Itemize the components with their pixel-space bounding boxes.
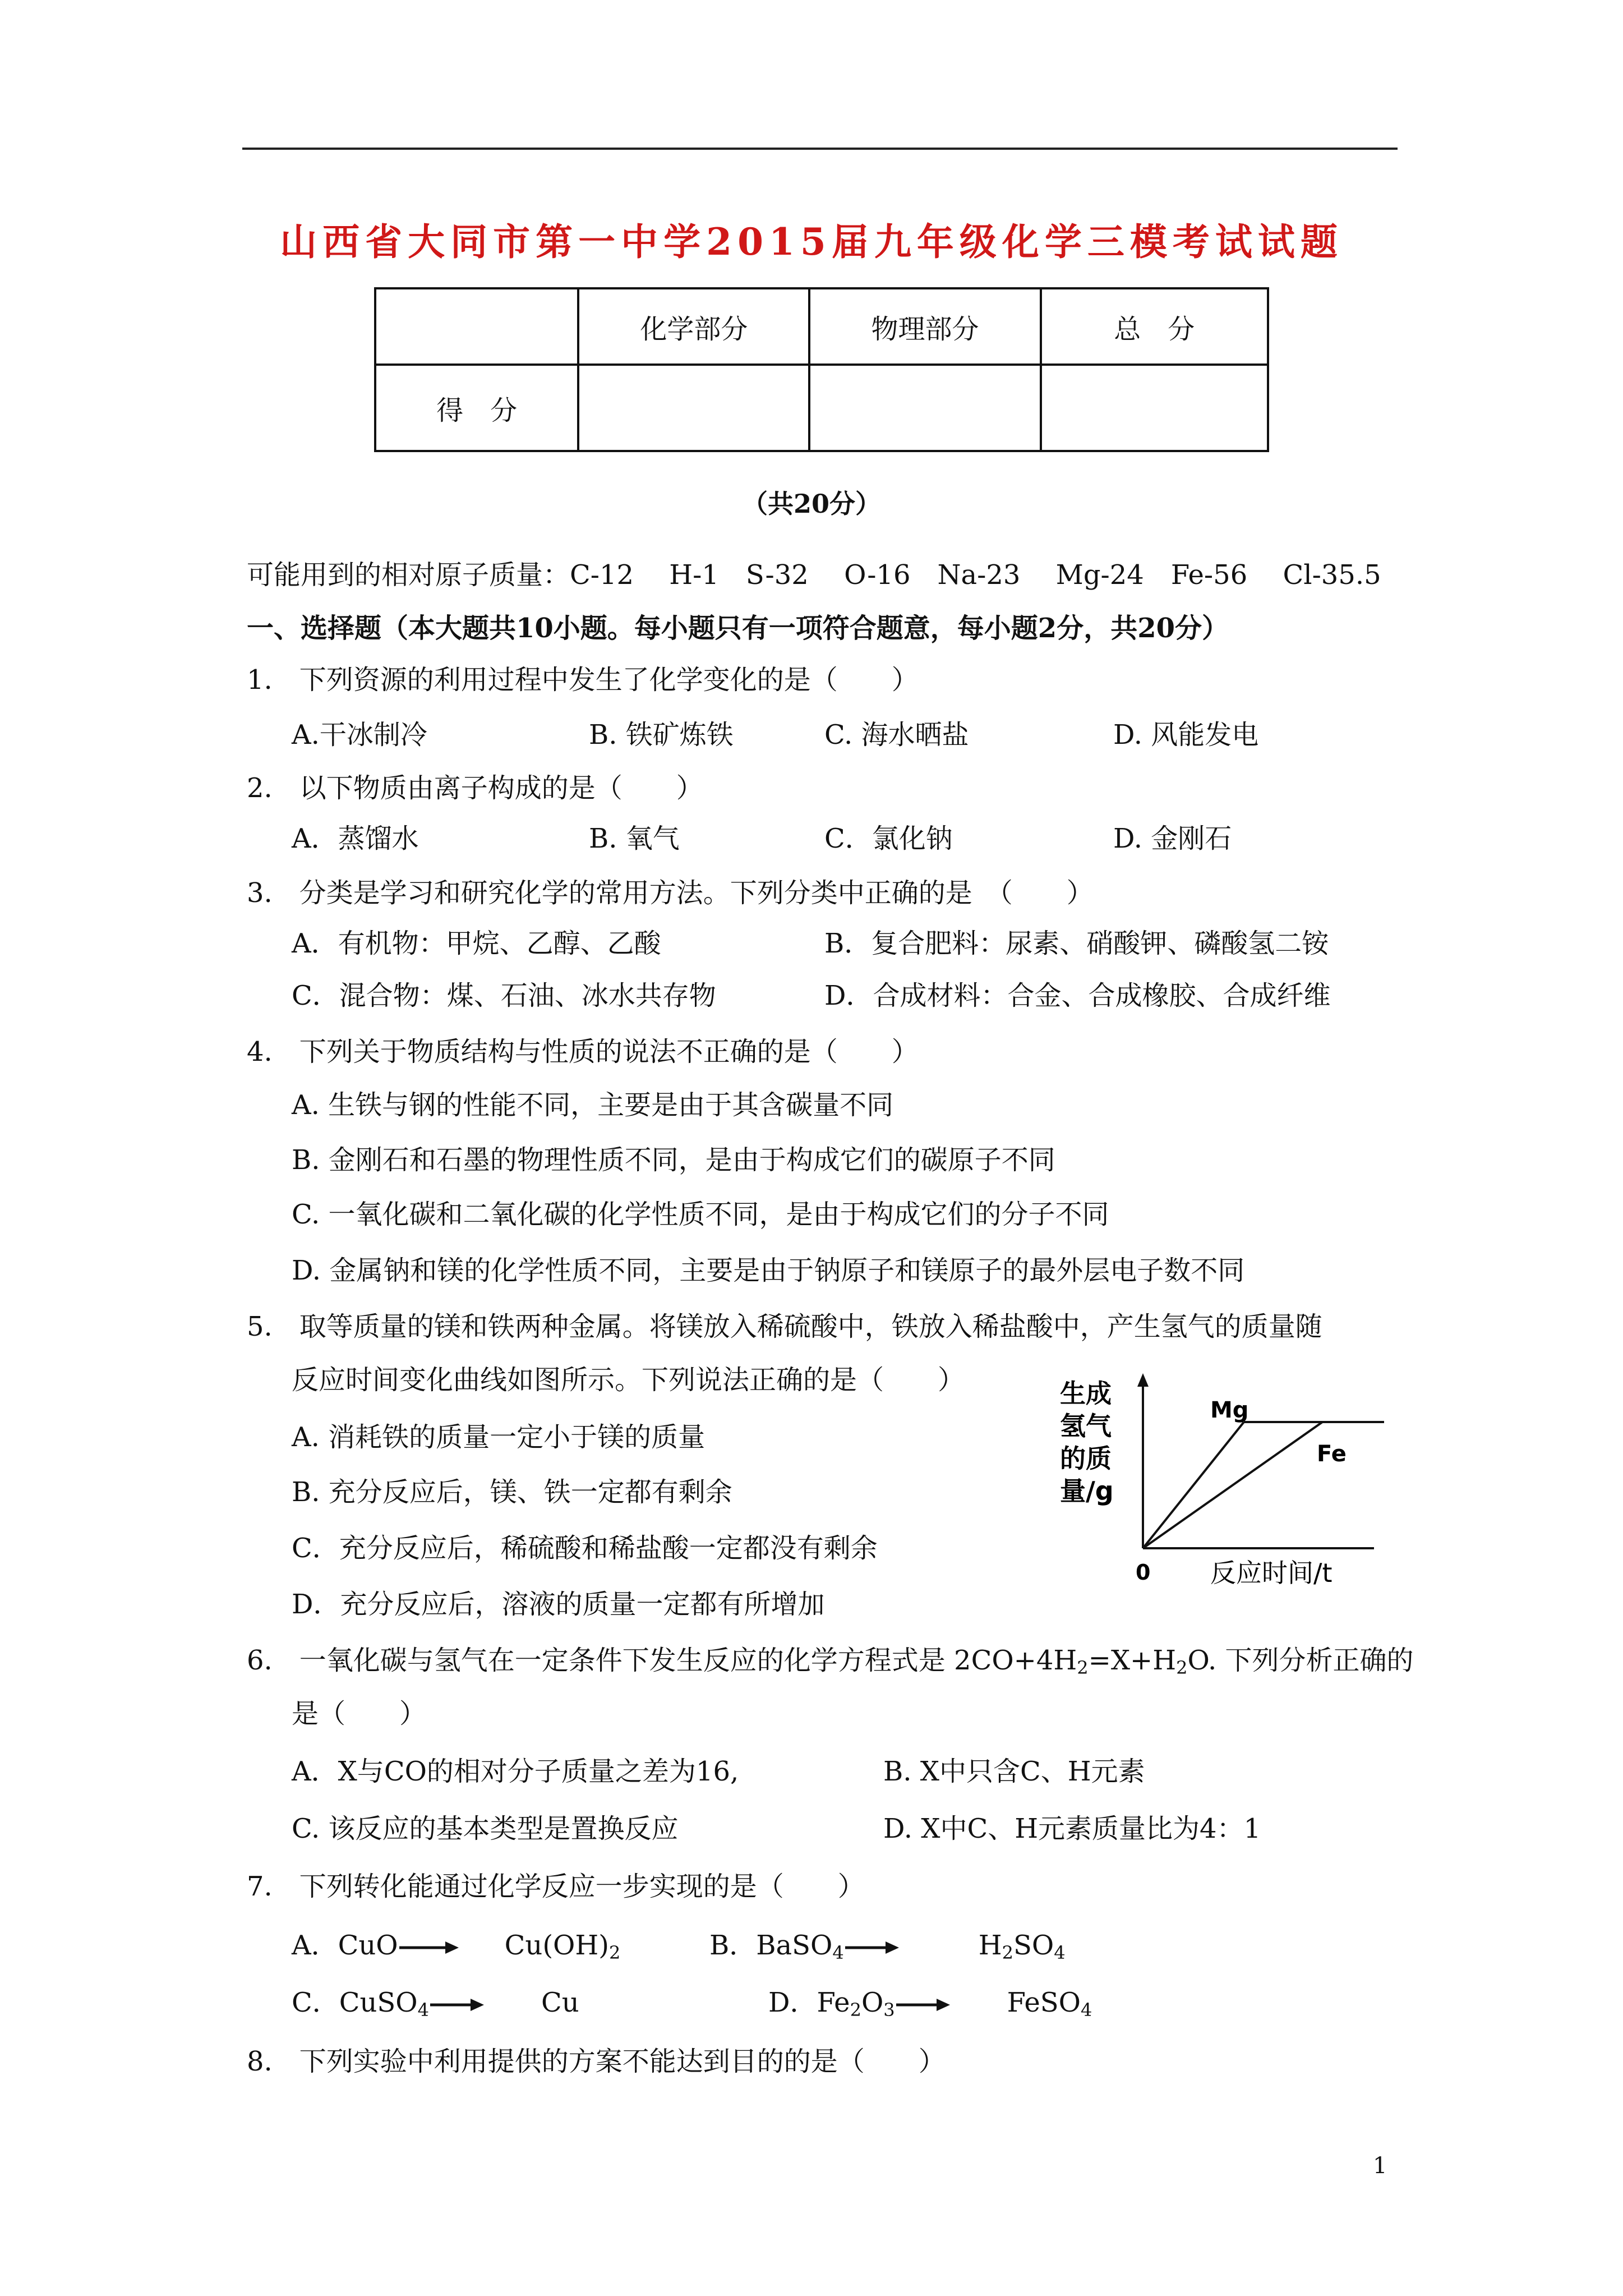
q6-option-b: B. X中只含C、H元素 (883, 1756, 1145, 1787)
question-5-stem-2: 反应时间变化曲线如图所示。下列说法正确的是（ ） (292, 1364, 965, 1396)
q7-subscript: 4 (832, 1942, 844, 1963)
q7-subscript: 4 (417, 1999, 429, 2021)
q6-stem-part: =X+H (1088, 1645, 1177, 1676)
q7-d-reactant-part: O (861, 1987, 884, 2018)
question-7-stem: 7. 下列转化能通过化学反应一步实现的是（ ） (247, 1871, 865, 1902)
q7-subscript: 4 (1080, 1999, 1092, 2021)
q5-option-d: D．充分反应后，溶液的质量一定都有所增加 (292, 1589, 825, 1620)
q1-option-d: D. 风能发电 (1113, 719, 1259, 751)
q3-option-d: D．合成材料：合金、合成橡胶、合成纤维 (824, 980, 1331, 1011)
q7-c-product: Cu (541, 1987, 579, 2018)
q5-option-a: A. 消耗铁的质量一定小于镁的质量 (292, 1421, 706, 1453)
table-row (375, 288, 1268, 365)
q4-option-a: A. 生铁与钢的性能不同，主要是由于其含碳量不同 (292, 1089, 894, 1121)
graph-series-label: Mg (1210, 1397, 1249, 1423)
question-3-stem: 3. 分类是学习和研究化学的常用方法。下列分类中正确的是 （ ） (247, 877, 1094, 909)
graph-y-axis-arrow (1137, 1373, 1149, 1387)
hydrogen-mass-graph (1060, 1369, 1391, 1593)
reaction-arrow-icon (844, 1939, 900, 1956)
question-4-stem: 4. 下列关于物质结构与性质的说法不正确的是（ ） (247, 1036, 919, 1068)
q5-option-c: C．充分反应后，稀硫酸和稀盐酸一定都没有剩余 (292, 1533, 878, 1564)
q3-option-b: B．复合肥料：尿素、硝酸钾、磷酸氢二铵 (824, 928, 1329, 959)
row-label: 得 分 (375, 365, 578, 451)
q7-option-b (709, 1929, 1066, 1970)
q7-option-d (768, 1986, 1092, 2027)
q4-option-d: D. 金属钠和镁的化学性质不同，主要是由于钠原子和镁原子的最外层电子数不同 (292, 1255, 1245, 1286)
q7-b-reactant: B．BaSO (709, 1930, 833, 1961)
q1-option-b: B. 铁矿炼铁 (589, 719, 734, 751)
graph-xlabel: 反应时间/t (1210, 1558, 1332, 1588)
reaction-arrow-icon (398, 1939, 460, 1956)
q1-option-a: A.干冰制冷 (292, 719, 427, 751)
q3-option-a: A．有机物：甲烷、乙醇、乙酸 (292, 928, 661, 959)
q1-option-c: C. 海水晒盐 (824, 719, 969, 751)
q7-subscript: 2 (1002, 1942, 1013, 1963)
q6-subscript: 2 (1176, 1657, 1188, 1678)
q7-subscript: 3 (883, 1999, 895, 2021)
question-2-stem: 2. 以下物质由离子构成的是（ ） (247, 772, 703, 804)
q7-option-a (292, 1929, 620, 1970)
q6-subscript: 2 (1077, 1657, 1089, 1678)
q2-option-a: A．蒸馏水 (292, 823, 419, 854)
reaction-arrow-icon (429, 1996, 485, 2013)
q7-c-reactant: C．CuSO (292, 1987, 418, 2018)
q6-stem-part: O. 下列分析正确的 (1187, 1645, 1414, 1676)
question-1-stem: 1. 下列资源的利用过程中发生了化学变化的是（ ） (247, 664, 919, 696)
score-cell-chemistry (578, 365, 809, 451)
graph-origin-label: 0 (1136, 1560, 1151, 1585)
q6-option-a: A．X与CO的相对分子质量之差为16, (292, 1756, 739, 1787)
question-6-stem-2: 是（ ） (292, 1698, 427, 1729)
table-header-cell: 化学部分 (578, 288, 809, 365)
page-number: 1 (1373, 2153, 1387, 2179)
atomic-mass-line: 可能用到的相对原子质量：C-12 H-1 S-32 O-16 Na-23 Mg-24 Fe-56 Cl-35.5 (247, 559, 1381, 591)
score-cell-physics (809, 365, 1040, 451)
q7-b-product-part: SO (1013, 1930, 1054, 1961)
q6-option-d: D. X中C、H元素质量比为4：1 (883, 1813, 1261, 1844)
q7-subscript: 2 (850, 1999, 861, 2021)
q7-a-product: Cu(OH) (504, 1930, 609, 1961)
question-5-stem-1: 5. 取等质量的镁和铁两种金属。将镁放入稀硫酸中，铁放入稀盐酸中，产生氢气的质量随 (247, 1311, 1322, 1342)
q7-d-product: FeSO (1007, 1987, 1081, 2018)
total-note: （共20分） (741, 489, 881, 519)
question-8-stem: 8. 下列实验中利用提供的方案不能达到目的的是（ ） (247, 2046, 946, 2077)
header-rule (242, 148, 1398, 150)
graph-series-line-mg (1143, 1422, 1244, 1548)
page-title: 山西省大同市第一中学2015届九年级化学三模考试试题 (280, 220, 1343, 264)
q7-b-product: H (978, 1930, 1002, 1961)
score-cell-total (1041, 365, 1268, 451)
section-title: 一、选择题（本大题共10小题。每小题只有一项符合题意，每小题2分，共20分） (247, 613, 1229, 644)
q6-option-c: C. 该反应的基本类型是置换反应 (292, 1813, 679, 1844)
table-row (375, 365, 1268, 451)
graph-ylabel-line: 量/g (1060, 1476, 1114, 1506)
table-header-cell (375, 288, 578, 365)
graph-ylabel-line: 氢气 (1060, 1411, 1112, 1441)
q3-option-c: C．混合物：煤、石油、冰水共存物 (292, 980, 716, 1011)
reaction-arrow-icon (895, 1996, 951, 2013)
graph-series-label: Fe (1317, 1441, 1347, 1467)
question-6-stem-1 (247, 1644, 1414, 1685)
table-header-cell: 总 分 (1041, 288, 1268, 365)
q7-subscript: 2 (608, 1942, 621, 1963)
q7-subscript: 4 (1054, 1942, 1066, 1963)
q4-option-b: B. 金刚石和石墨的物理性质不同，是由于构成它们的碳原子不同 (292, 1144, 1055, 1176)
graph-series-line-fe (1143, 1422, 1322, 1548)
q4-option-c: C. 一氧化碳和二氧化碳的化学性质不同，是由于构成它们的分子不同 (292, 1199, 1109, 1230)
graph-ylabel-line: 的质 (1060, 1443, 1112, 1474)
q5-option-b: B. 充分反应后，镁、铁一定都有剩余 (292, 1476, 732, 1508)
graph-ylabel-line: 生成 (1060, 1378, 1112, 1409)
q7-d-reactant: D．Fe (768, 1987, 850, 2018)
q2-option-d: D. 金刚石 (1113, 823, 1232, 854)
q2-option-b: B. 氧气 (589, 823, 680, 854)
q7-a-reactant: A．CuO (292, 1930, 398, 1961)
q7-option-c (292, 1986, 579, 2027)
q2-option-c: C．氯化钠 (824, 823, 953, 854)
q6-stem-part: 6. 一氧化碳与氢气在一定条件下发生反应的化学方程式是 2CO+4H (247, 1645, 1077, 1676)
score-table (374, 287, 1269, 452)
table-header-cell: 物理部分 (809, 288, 1040, 365)
